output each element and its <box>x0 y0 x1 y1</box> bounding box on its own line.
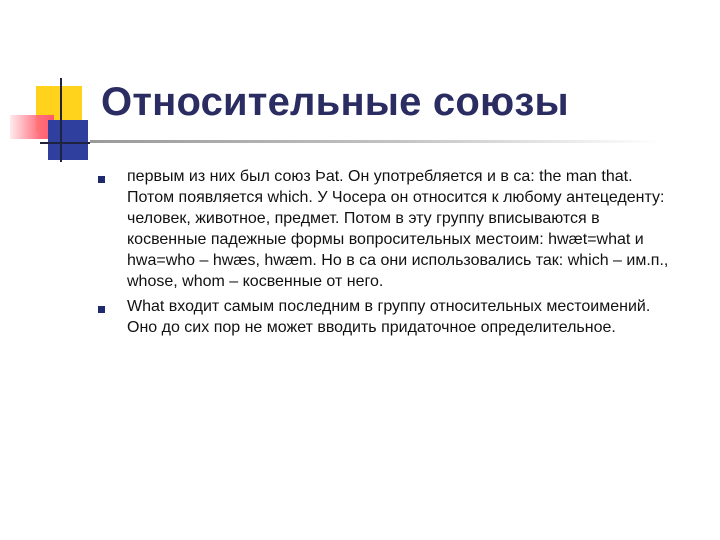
bullet-text: What входит самым последним в группу относительных местоимений. Оно до сих пор не может вводить придаточное определительное. <box>127 298 651 336</box>
bullet-list <box>98 166 678 342</box>
bullet-text: первым из них был союз Þat. Он употребляется и в са: the man that. Потом появляется which. У Чосера он относится к любому антецеденту: человек, животное, предмет. Потом в эту группу вписываются в косвенные падежные формы вопросительных местоим: hwæt=what и hwa=who – hwæs, hwæm. Но в са они использовались так: which – им.п., whose, whom – косвенные от него. <box>127 168 669 290</box>
decorative-blue-square <box>48 120 88 160</box>
decorative-horizontal-line <box>40 142 90 144</box>
list-item <box>98 166 678 292</box>
list-item <box>98 296 678 338</box>
square-bullet-icon <box>98 306 105 313</box>
slide-title: Относительные союзы <box>101 80 569 124</box>
decorative-vertical-line <box>60 78 62 162</box>
square-bullet-icon <box>98 176 105 183</box>
title-underline <box>90 140 660 143</box>
